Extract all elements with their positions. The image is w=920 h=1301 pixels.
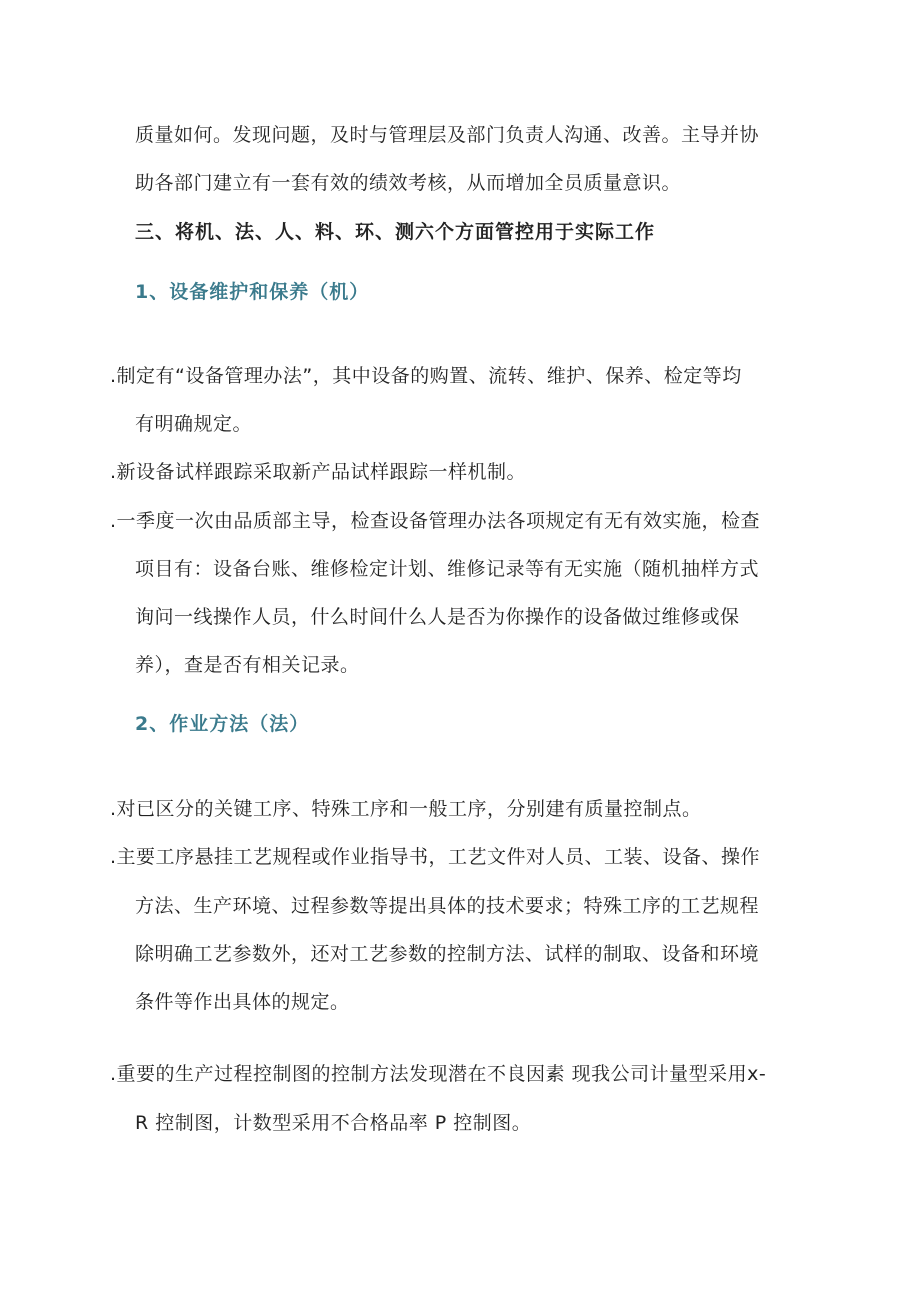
list-item-line: 询问一线操作人员，什么时间什么人是否为你操作的设备做过维修或保	[135, 606, 740, 628]
list-item-line: 有明确规定。	[135, 413, 253, 435]
list-item-line: R 控制图，计数型采用不合格品率 P 控制图。	[135, 1112, 532, 1134]
list-item-line: 养），查是否有相关记录。	[135, 654, 360, 676]
list-item-line: .主要工序悬挂工艺规程或作业指导书，工艺文件对人员、工装、设备、操作	[110, 846, 761, 868]
intro-line: 质量如何。发现问题，及时与管理层及部门负责人沟通、改善。主导并协	[135, 124, 760, 146]
list-item-line: .新设备试样跟踪采取新产品试样跟踪一样机制。	[110, 461, 527, 483]
section-heading: 三、将机、法、人、料、环、测六个方面管控用于实际工作	[135, 221, 656, 243]
list-item-line: .一季度一次由品质部主导，检查设备管理办法各项规定有无有效实施，检查	[110, 510, 761, 532]
list-item-line: .重要的生产过程控制图的控制方法发现潜在不良因素 现我公司计量型采用x-	[110, 1063, 767, 1085]
list-item-line: .对已区分的关键工序、特殊工序和一般工序，分别建有质量控制点。	[110, 798, 702, 820]
list-item-line: 项目有：设备台账、维修检定计划、维修记录等有无实施（随机抽样方式	[135, 558, 760, 580]
list-item-line: .制定有“设备管理办法”，其中设备的购置、流转、维护、保养、检定等均	[110, 365, 742, 387]
subsection-heading-method: 2、作业方法（法）	[135, 713, 310, 735]
list-item-line: 方法、生产环境、过程参数等提出具体的技术要求；特殊工序的工艺规程	[135, 895, 760, 917]
intro-line: 助各部门建立有一套有效的绩效考核，从而增加全员质量意识。	[135, 172, 682, 194]
list-item-line: 条件等作出具体的规定。	[135, 991, 350, 1013]
subsection-heading-machine: 1、设备维护和保养（机）	[135, 281, 370, 303]
list-item-line: 除明确工艺参数外，还对工艺参数的控制方法、试样的制取、设备和环境	[135, 943, 760, 965]
